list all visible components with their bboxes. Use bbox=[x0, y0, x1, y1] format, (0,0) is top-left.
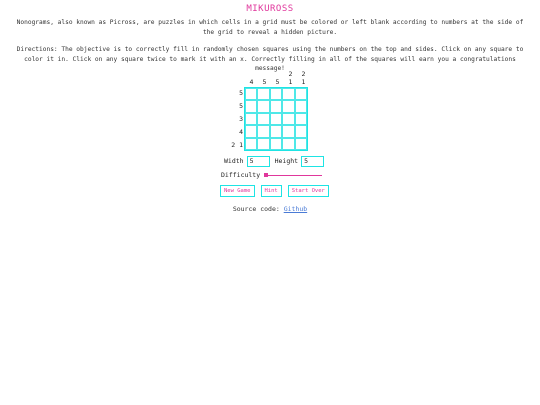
grid-cell[interactable] bbox=[245, 113, 257, 125]
source-line bbox=[0, 205, 540, 213]
grid-cell[interactable] bbox=[245, 88, 257, 100]
grid-cell[interactable] bbox=[270, 125, 282, 137]
width-input[interactable] bbox=[247, 156, 270, 167]
grid-cell[interactable] bbox=[257, 138, 269, 150]
grid-cell[interactable] bbox=[295, 100, 307, 112]
grid-cell[interactable] bbox=[282, 88, 294, 100]
row-clue: 4 bbox=[239, 128, 243, 136]
grid-cell[interactable] bbox=[270, 100, 282, 112]
grid-cell[interactable] bbox=[282, 113, 294, 125]
puzzle-grid bbox=[244, 87, 308, 151]
clue-number: 1 bbox=[288, 78, 293, 86]
page-title: MIKUROSS bbox=[246, 4, 294, 14]
clue-number: 4 bbox=[249, 78, 254, 86]
slider-thumb[interactable] bbox=[264, 173, 268, 177]
intro-text: Nonograms, also known as Picross, are puzzles in which cells in a grid must be colored or left blank according to numbers at the side of the grid to reveal a hidden picture. bbox=[16, 19, 524, 36]
grid-cell[interactable] bbox=[295, 88, 307, 100]
start-over-button[interactable]: Start Over bbox=[288, 185, 329, 197]
difficulty-label: Difficulty bbox=[221, 171, 261, 179]
grid-cell[interactable] bbox=[257, 113, 269, 125]
height-label: Height bbox=[274, 157, 299, 165]
width-label: Width bbox=[224, 157, 244, 165]
clue-number: 1 bbox=[301, 78, 306, 86]
source-prefix: Source code: bbox=[232, 205, 284, 213]
clue-number: 2 bbox=[301, 70, 306, 78]
row-clue: 5 bbox=[239, 89, 243, 97]
difficulty-control bbox=[221, 171, 322, 179]
grid-cell[interactable] bbox=[245, 138, 257, 150]
column-clue bbox=[271, 68, 284, 86]
column-clues bbox=[245, 68, 310, 86]
grid-cell[interactable] bbox=[282, 100, 294, 112]
height-input[interactable] bbox=[301, 156, 324, 167]
clue-number: 5 bbox=[275, 78, 280, 86]
column-clue bbox=[284, 68, 297, 86]
column-clue bbox=[245, 68, 258, 86]
grid-cell[interactable] bbox=[245, 100, 257, 112]
row-clue: 2 1 bbox=[231, 141, 243, 149]
grid-cell[interactable] bbox=[295, 113, 307, 125]
row-clue: 5 bbox=[239, 102, 243, 110]
column-clue bbox=[297, 68, 310, 86]
new-game-button[interactable]: New Game bbox=[220, 185, 255, 197]
grid-cell[interactable] bbox=[257, 88, 269, 100]
grid-cell[interactable] bbox=[257, 100, 269, 112]
column-clue bbox=[258, 68, 271, 86]
slider-track bbox=[264, 175, 322, 176]
dimension-controls bbox=[224, 154, 329, 168]
grid-cell[interactable] bbox=[270, 138, 282, 150]
grid-cell[interactable] bbox=[295, 125, 307, 137]
clue-number: 2 bbox=[288, 70, 293, 78]
grid-cell[interactable] bbox=[245, 125, 257, 137]
grid-cell[interactable] bbox=[295, 138, 307, 150]
difficulty-slider[interactable] bbox=[264, 171, 322, 179]
row-clues bbox=[222, 87, 243, 151]
grid-cell[interactable] bbox=[282, 138, 294, 150]
grid-cell[interactable] bbox=[282, 125, 294, 137]
grid-cell[interactable] bbox=[257, 125, 269, 137]
grid-cell[interactable] bbox=[270, 88, 282, 100]
clue-number: 5 bbox=[262, 78, 267, 86]
hint-button[interactable]: Hint bbox=[261, 185, 282, 197]
game-buttons bbox=[220, 185, 329, 197]
directions-text: Directions: The objective is to correctly fill in randomly chosen squares using the numbers on the top and sides. Click on any square to color it in. Click on any square twice to mark it with an x. Correctly filling in all of the squares will earn you a congratulations message! bbox=[16, 46, 524, 72]
row-clue: 3 bbox=[239, 115, 243, 123]
grid-cell[interactable] bbox=[270, 113, 282, 125]
github-link[interactable]: Github bbox=[283, 205, 308, 213]
